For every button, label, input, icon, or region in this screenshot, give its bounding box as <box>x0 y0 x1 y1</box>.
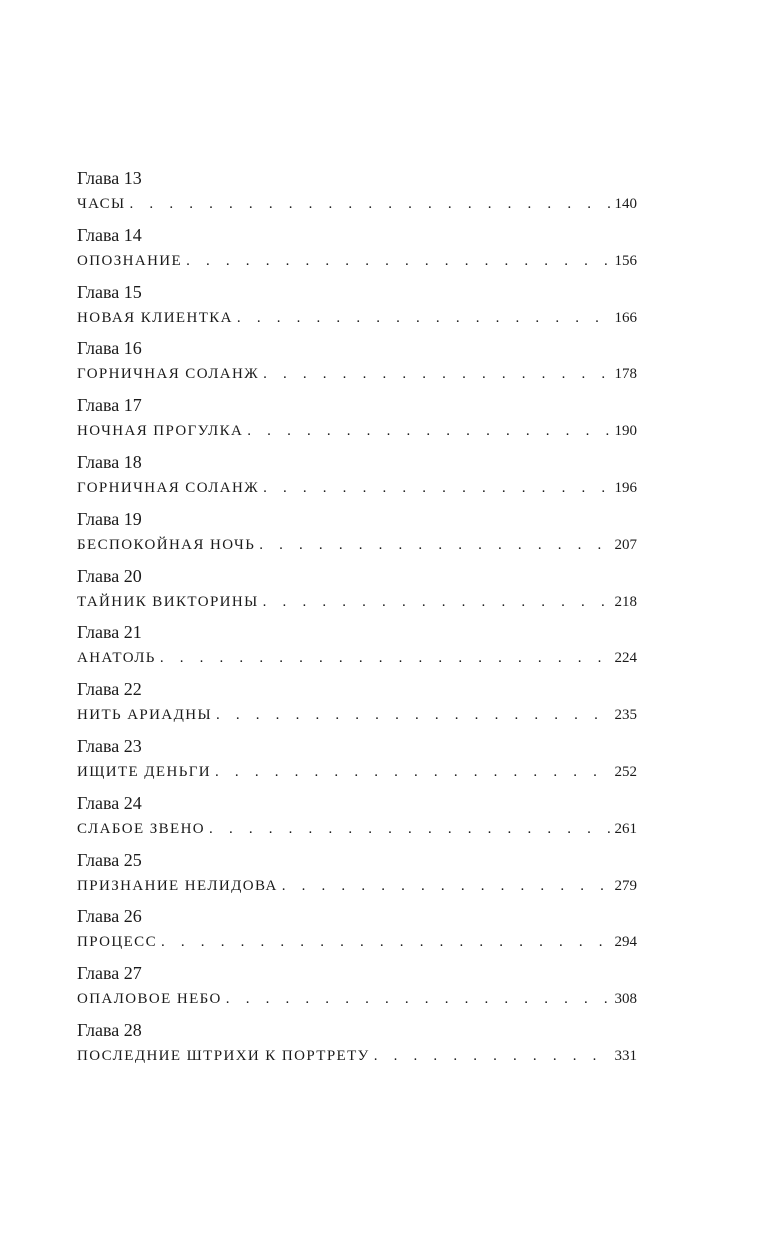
chapter-label: Глава 28 <box>77 1019 142 1040</box>
page-number: 279 <box>614 877 637 894</box>
page-number: 308 <box>614 991 637 1008</box>
page-number: 331 <box>614 1047 637 1064</box>
chapter-label: Глава 25 <box>77 849 142 870</box>
dot-leader <box>237 307 613 329</box>
chapter-label: Глава 14 <box>77 224 142 245</box>
toc-entry <box>77 450 637 507</box>
chapter-title: ОПАЛОВОЕ НЕБО <box>77 991 222 1008</box>
chapter-title: ПОСЛЕДНИЕ ШТРИХИ К ПОРТРЕТУ <box>77 1047 370 1064</box>
toc-entry <box>77 507 637 564</box>
toc-title-line <box>77 1045 637 1067</box>
chapter-label: Глава 21 <box>77 622 142 643</box>
chapter-label: Глава 16 <box>77 338 142 359</box>
toc-entry <box>77 336 637 393</box>
toc-title-line <box>77 875 637 897</box>
chapter-title: ГОРНИЧНАЯ СОЛАНЖ <box>77 366 260 383</box>
toc-entry <box>77 280 637 337</box>
chapter-title: ЧАСЫ <box>77 196 126 212</box>
page-number: 156 <box>614 252 637 269</box>
dot-leader <box>226 988 613 1010</box>
chapter-title: ГОРНИЧНАЯ СОЛАНЖ <box>77 479 260 496</box>
toc-title-line <box>77 420 637 442</box>
page-number: 190 <box>614 423 637 440</box>
toc-entry <box>77 564 637 621</box>
chapter-title: БЕСПОКОЙНАЯ НОЧЬ <box>77 536 256 553</box>
page-number: 140 <box>614 196 637 212</box>
chapter-label: Глава 27 <box>77 963 142 984</box>
toc-entry <box>77 620 637 677</box>
chapter-title: НИТЬ АРИАДНЫ <box>77 707 212 724</box>
dot-leader <box>216 704 613 726</box>
toc-title-line <box>77 988 637 1010</box>
dot-leader <box>263 477 612 499</box>
chapter-label: Глава 13 <box>77 168 142 188</box>
toc-title-line <box>77 477 637 499</box>
page-number: 178 <box>614 366 637 383</box>
dot-leader <box>215 761 612 783</box>
chapter-title: ИЩИТЕ ДЕНЬГИ <box>77 763 212 780</box>
chapter-title: ПРИЗНАНИЕ НЕЛИДОВА <box>77 877 278 894</box>
dot-leader <box>209 818 612 840</box>
toc-entry <box>77 734 637 791</box>
chapter-title: НОЧНАЯ ПРОГУЛКА <box>77 423 244 440</box>
toc-entry <box>77 223 637 280</box>
toc-title-line <box>77 704 637 726</box>
chapter-label: Глава 22 <box>77 679 142 700</box>
toc-entry <box>77 848 637 905</box>
chapter-title: ТАЙНИК ВИКТОРИНЫ <box>77 593 259 610</box>
chapter-label: Глава 24 <box>77 792 142 813</box>
page-number: 207 <box>614 536 637 553</box>
toc-title-line <box>77 193 637 215</box>
toc-title-line <box>77 931 637 953</box>
toc-title-line <box>77 818 637 840</box>
dot-leader <box>259 534 612 556</box>
dot-leader <box>282 875 613 897</box>
toc-title-line <box>77 761 637 783</box>
toc-title-line <box>77 363 637 385</box>
toc-entry <box>77 1018 637 1075</box>
toc-entry <box>77 791 637 848</box>
toc-entry <box>77 677 637 734</box>
dot-leader <box>374 1045 613 1067</box>
toc-entry <box>77 393 637 450</box>
chapter-label: Глава 23 <box>77 735 142 756</box>
toc-title-line <box>77 250 637 272</box>
chapter-title: НОВАЯ КЛИЕНТКА <box>77 309 233 326</box>
table-of-contents <box>77 166 637 1075</box>
page-number: 224 <box>614 650 637 667</box>
page-number: 294 <box>614 934 637 951</box>
toc-title-line <box>77 647 637 669</box>
chapter-title: ПРОЦЕСС <box>77 934 157 951</box>
toc-title-line <box>77 307 637 329</box>
dot-leader <box>247 420 612 442</box>
chapter-title: СЛАБОЕ ЗВЕНО <box>77 820 206 837</box>
dot-leader <box>161 931 613 953</box>
dot-leader <box>186 250 612 272</box>
dot-leader <box>263 591 613 613</box>
toc-entry <box>77 961 637 1018</box>
toc-entry <box>77 904 637 961</box>
dot-leader <box>160 647 613 669</box>
chapter-label: Глава 15 <box>77 281 142 302</box>
page-number: 261 <box>614 820 637 837</box>
toc-entry <box>77 166 637 223</box>
chapter-label: Глава 18 <box>77 451 142 472</box>
chapter-label: Глава 17 <box>77 395 142 416</box>
page-number: 235 <box>614 707 637 724</box>
page-number: 218 <box>614 593 637 610</box>
page-number: 166 <box>614 309 637 326</box>
page-number: 196 <box>614 479 637 496</box>
chapter-title: АНАТОЛЬ <box>77 650 156 667</box>
toc-title-line <box>77 534 637 556</box>
chapter-title: ОПОЗНАНИЕ <box>77 252 183 269</box>
toc-title-line <box>77 591 637 613</box>
chapter-label: Глава 19 <box>77 508 142 529</box>
page-number: 252 <box>614 763 637 780</box>
chapter-label: Глава 20 <box>77 565 142 586</box>
chapter-label: Глава 26 <box>77 906 142 927</box>
dot-leader <box>130 193 613 215</box>
dot-leader <box>263 363 612 385</box>
